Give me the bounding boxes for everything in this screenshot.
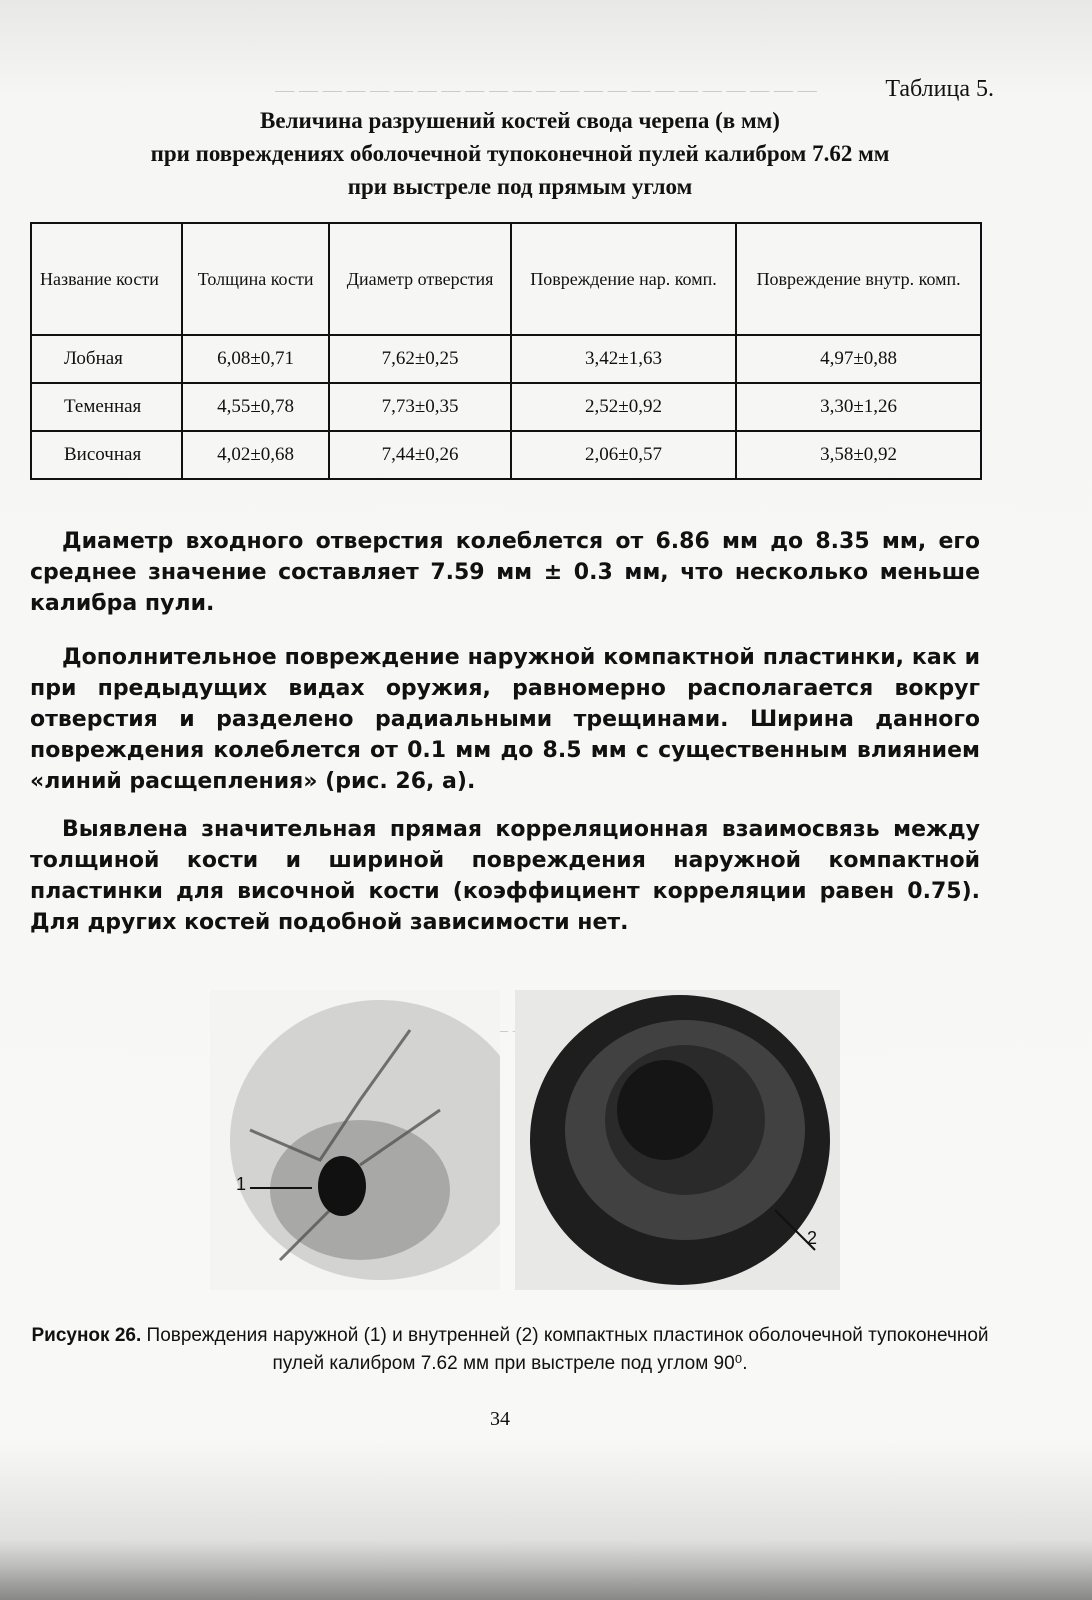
data-table: [30, 222, 982, 480]
cell-thickness: 4,55±0,78: [182, 383, 329, 431]
cell-inner: 3,30±1,26: [736, 383, 981, 431]
outer-plate-image: [210, 990, 500, 1290]
paragraph-text: Диаметр входного отверстия колеблется от 6.86 мм до 8.35 мм, его среднее значение составляет 7.59 мм ± 0.3 мм, что несколько меньше калибра пули.: [30, 529, 980, 616]
table-title-line: Величина разрушений костей свода черепа (в мм): [260, 108, 780, 133]
header-hole-diameter: Диаметр отверстия: [329, 223, 510, 335]
figure-photos: [200, 990, 840, 1290]
header-thickness: Толщина кости: [182, 223, 329, 335]
cell-diameter: 7,73±0,35: [329, 383, 510, 431]
paragraph: [30, 526, 980, 619]
paragraph-text: Выявлена значительная прямая корреляционная взаимосвязь между толщиной кости и шириной повреждения наружной компактной пластинки для височной кости (коэффициент корреляции равен 0.75). Для других костей подобной зависимости нет.: [30, 817, 980, 935]
cell-bone: Лобная: [31, 335, 182, 383]
cell-outer: 3,42±1,63: [511, 335, 736, 383]
cell-outer: 2,06±0,57: [511, 431, 736, 479]
photo-outer-plate: [210, 990, 500, 1290]
paragraph: [30, 642, 980, 797]
cell-diameter: 7,44±0,26: [329, 431, 510, 479]
marker-2: 2: [807, 1228, 818, 1248]
paragraph-text: Дополнительное повреждение наружной компактной пластинки, как и при предыдущих видах оружия, равномерно располагается вокруг отверстия и разделено радиальными трещинами. Ширина данного повреждения колеблется от 0.1 мм до 8.5 мм с существенным влиянием «линий расщепления» (рис. 26, а).: [30, 645, 980, 794]
cell-bone: Височная: [31, 431, 182, 479]
table-header-row: [31, 223, 981, 335]
cell-thickness: 4,02±0,68: [182, 431, 329, 479]
inner-plate-image: [515, 990, 840, 1290]
cell-outer: 2,52±0,92: [511, 383, 736, 431]
show-through-text: — — — — — — — — — — — — — — — — — — — — — — —: [275, 80, 817, 101]
marker-1: 1: [236, 1174, 247, 1194]
cell-thickness: 6,08±0,71: [182, 335, 329, 383]
header-bone-name: Название кости: [31, 223, 182, 335]
table-row: [31, 431, 981, 479]
table-title: [30, 104, 1010, 203]
table-label: Таблица 5.: [885, 76, 994, 102]
scan-shadow: [0, 1540, 1092, 1600]
table-row: [31, 335, 981, 383]
photo-inner-plate: [515, 990, 840, 1290]
caption-text: Повреждения наружной (1) и внутренней (2) компактных пластинок оболочечной тупоконечной пулей калибром 7.62 мм при выстреле под углом 90⁰.: [146, 1325, 989, 1374]
figure-caption: [30, 1322, 990, 1378]
page-number: 34: [490, 1408, 510, 1430]
header-inner-damage: Повреждение внутр. комп.: [736, 223, 981, 335]
table-title-line: при выстреле под прямым углом: [347, 174, 693, 199]
header-outer-damage: Повреждение нар. комп.: [511, 223, 736, 335]
paragraph: [30, 814, 980, 938]
cell-inner: 4,97±0,88: [736, 335, 981, 383]
table-title-line: при повреждениях оболочечной тупоконечной пулей калибром 7.62 мм: [150, 141, 890, 166]
table-row: [31, 383, 981, 431]
cell-inner: 3,58±0,92: [736, 431, 981, 479]
caption-label: Рисунок 26.: [31, 1325, 142, 1346]
cell-bone: Теменная: [31, 383, 182, 431]
cell-diameter: 7,62±0,25: [329, 335, 510, 383]
